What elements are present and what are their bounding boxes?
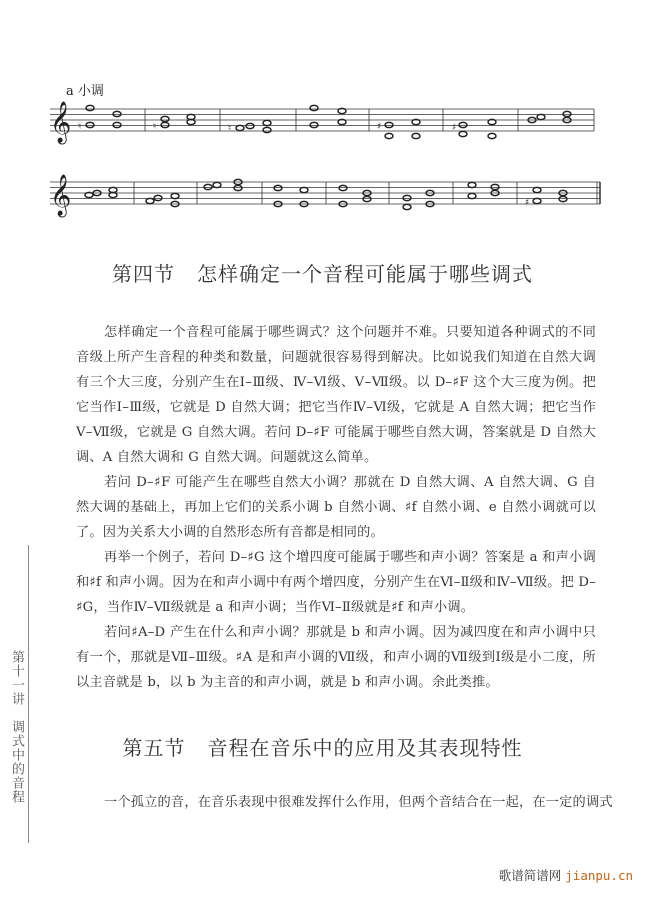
running-header-vertical [8, 650, 24, 804]
section-5-heading [0, 732, 645, 761]
svg-text:♯: ♯ [452, 123, 457, 133]
music-staff-row-1 [0, 95, 645, 150]
paragraph-1: 怎样确定一个音程可能属于哪些调式？这个问题并不难。只要知道各种调式的不同音级上所产生音程的种类和数量，问题就很容易得到解决。比如说我们知道在自然大调有三个大三度，分别产生在Ⅰ–Ⅲ级、Ⅳ–Ⅵ级、Ⅴ–Ⅶ级。以 D–♯F 这个大三度为例。把它当作Ⅰ–Ⅲ级，它就是 D 自然大调；把它当作Ⅳ–Ⅵ级，它就是 A 自然大调；把它当作Ⅴ–Ⅶ级，它就是 G 自然大调。若问 D–♯F 可能属于哪些自然大调，答案就是 D 自然大调、A 自然大调和 G 自然大调。问题就这么简单。 [76, 325, 596, 465]
svg-text:♯: ♯ [377, 122, 382, 132]
section-5-title: 音程在音乐中的应用及其表现特性 [207, 736, 523, 760]
lecture-label: 第十一讲 [9, 650, 24, 706]
music-staff-row-2 [0, 170, 645, 225]
section-4-heading [0, 258, 645, 287]
paragraph-3: 再举一个例子，若问 D–♯G 这个增四度可能属于哪些和声小调？答案是 a 和声小调和♯f 和声小调。因为在和声小调中有两个增四度，分别产生在Ⅵ–Ⅱ级和Ⅳ–Ⅶ级。把 D–♯G，当作Ⅳ–Ⅶ级就是 a 和声小调；当作Ⅵ–Ⅱ级就是♯f 和声小调。 [76, 550, 596, 615]
score-key-label: a 小调 [66, 84, 104, 99]
section-5-number: 第五节 [122, 736, 186, 760]
watermark-text: 歌谱简谱网 [498, 868, 562, 883]
treble-clef-icon: 𝄞 [50, 175, 72, 216]
margin-rule [28, 545, 29, 843]
watermark-site: jianpu.cn [565, 868, 633, 883]
treble-clef-icon: 𝄞 [50, 102, 72, 143]
paragraph-2: 若问 D–♯F 可能产生在哪些自然大小调？那就在 D 自然大调、A 自然大调、G 自然大调的基础上，再加上它们的关系小调 b 自然小调、♯f 自然小调、e 自然小调就可以了。因为关系大小调的自然形态所有音都是相同的。 [76, 475, 596, 540]
paragraph-5: 一个孤立的音，在音乐表现中很难发挥什么作用，但两个音结合在一起，在一定的调式 [104, 795, 613, 810]
svg-text:♯: ♯ [525, 198, 530, 208]
paragraph-4: 若问♯A–D 产生在什么和声小调？那就是 b 和声小调。因为减四度在和声小调中只有一个，那就是Ⅶ–Ⅲ级。♯A 是和声小调的Ⅶ级，和声小调的Ⅶ级到Ⅰ级是小二度，所以主音就是 b，以 b 为主音的和声小调，就是 b 和声小调。余此类推。 [76, 625, 596, 690]
svg-text:♮: ♮ [228, 124, 232, 134]
svg-text:♮: ♮ [153, 122, 157, 132]
section-4-title: 怎样确定一个音程可能属于哪些调式 [197, 262, 533, 286]
section-4-number: 第四节 [112, 262, 175, 286]
svg-text:♮: ♮ [78, 122, 82, 132]
watermark [499, 866, 633, 884]
lecture-topic: 调式中的音程 [9, 720, 24, 804]
